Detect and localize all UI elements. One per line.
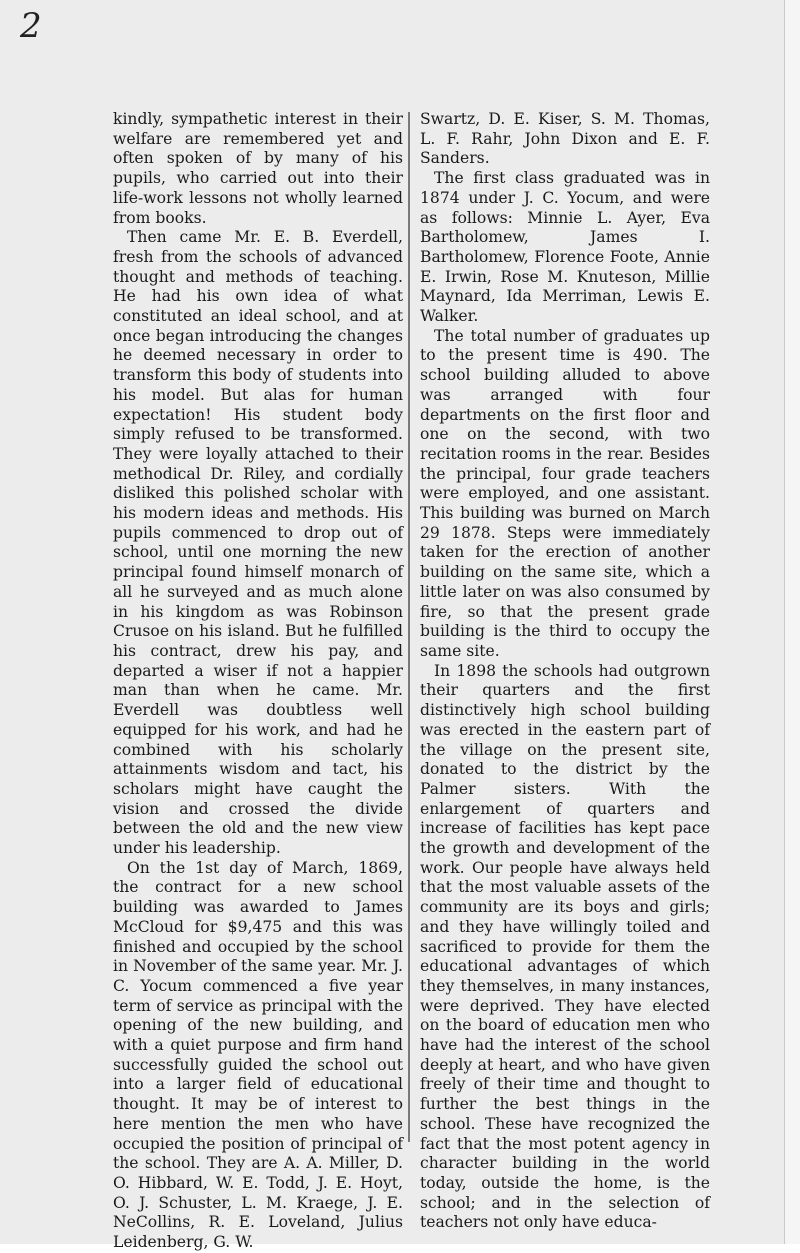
right-column <box>420 110 710 1233</box>
left-paragraph-2: Then came Mr. E. B. Everdell, fresh from the schools of advanced thought and methods of teaching. He had his own idea of what constituted an ideal school, and at once began introducing the changes he deemed necessary in order to transform this body of students into his model. But alas for human expectation! His student body simply refused to be transformed. They were loyally attached to their methodical Dr. Riley, and cordially disliked this polished scholar with his modern ideas and methods. His pupils commenced to drop out of school, until one morning the new principal found himself monarch of all he surveyed and as much alone in his kingdom as was Robinson Crusoe on his island. But he fulfilled his contract, drew his pay, and departed a wiser if not a happier man than when he came. Mr. Everdell was doubtless well equipped for his work, and had he combined with his scholarly attainments wisdom and tact, his scholars might have caught the vision and crossed the divide between the old and the new view under his leadership. <box>113 228 403 858</box>
right-paragraph-2: The first class graduated was in 1874 under J. C. Yocum, and were as follows: Minnie L. Ayer, Eva Bartholomew, James I. Bartholomew, Florence Foote, Annie E. Irwin, Rose M. Knuteson, Millie Maynard, Ida Merriman, Lewis E. Walker. <box>420 169 710 326</box>
right-paragraph-3: The total number of graduates up to the present time is 490. The school building alluded to above was arranged with four departments on the first floor and one on the second, with two recitation rooms in the rear. Besides the principal, four grade teachers were employed, and one assistant. This building was burned on March 29 1878. Steps were immediately taken for the erection of another building on the same site, which a little later on was also consumed by fire, so that the present grade building is the third to occupy the same site. <box>420 326 710 660</box>
right-paragraph-1: Swartz, D. E. Kiser, S. M. Thomas, L. F. Rahr, John Dixon and E. F. Sanders. <box>420 110 710 168</box>
column-divider <box>408 112 410 1142</box>
right-paragraph-4: In 1898 the schools had outgrown their quarters and the first distinctively high school building was erected in the eastern part of the village on the present site, donated to the district by the Palmer sisters. With the enlargement of quarters and increase of facilities has kept pace the growth and development of the work. Our people have always held that the most valuable assets of the community are its boys and girls; and they have willingly toiled and sacrificed to provide for them the educational advantages of which they themselves, in many instances, were deprived. They have elected on the board of education men who have had the interest of the school deeply at heart, and who have given freely of their time and thought to further the best things in the school. These have recognized the fact that the most potent agency in character building in the world today, outside the home, is the school; and in the selection of teachers not only have educa- <box>420 661 710 1232</box>
page-number: 2 <box>20 6 42 46</box>
left-paragraph-1: kindly, sympathetic interest in their welfare are remembered yet and often spoken of by many of his pupils, who carried out into their life-work lessons not wholly learned from books. <box>113 110 403 227</box>
left-paragraph-3: On the 1st day of March, 1869, the contract for a new school building was awarded to James McCloud for $9,475 and this was finished and occupied by the school in November of the same year. Mr. J. C. Yocum commenced a five year term of service as principal with the opening of the new building, and with a quiet purpose and firm hand successfully guided the school out into a larger field of educational thought. It may be of interest to here mention the men who have occupied the position of principal of the school. They are A. A. Miller, D. O. Hibbard, W. E. Todd, J. E. Hoyt, O. J. Schuster, L. M. Kraege, J. E. NeCollins, R. E. Loveland, Julius Leidenberg, G. W. <box>113 858 403 1252</box>
page-edge <box>784 0 800 1244</box>
left-column <box>113 110 403 1253</box>
